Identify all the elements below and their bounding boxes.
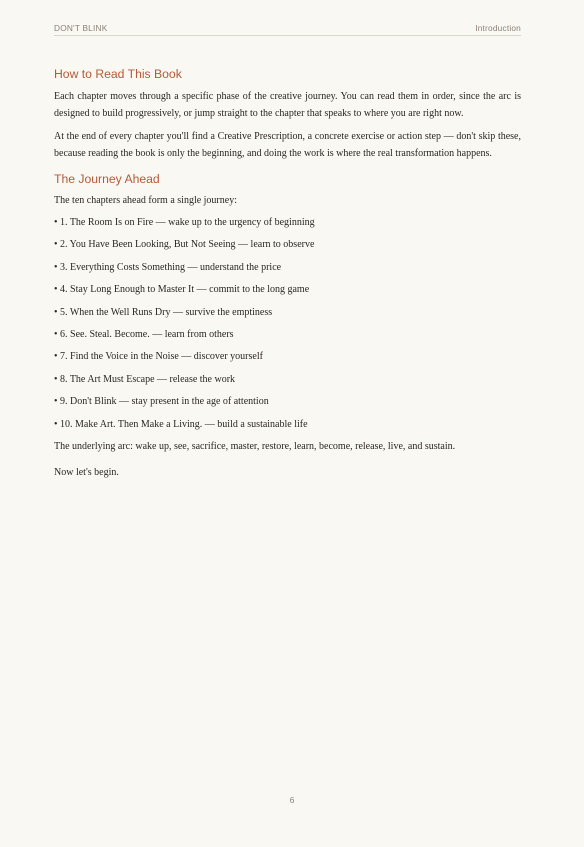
chapter-list-item: • 1. The Room Is on Fire — wake up to the urgency of beginning — [54, 217, 315, 228]
chapter-list-item: • 9. Don't Blink — stay present in the age of attention — [54, 396, 269, 408]
book-title: DON'T BLINK — [54, 23, 108, 33]
chapter-list-item: • 4. Stay Long Enough to Master It — commit to the long game — [54, 284, 310, 296]
underlying-arc: The underlying arc: wake up, see, sacrifice, master, restore, learn, become, release, live, and sustain. — [54, 440, 456, 452]
chapter-list-item: • 5. When the Well Runs Dry — survive the emptiness — [54, 306, 273, 318]
chapter-list-item: • 2. You Have Been Looking, But Not Seeing — learn to observe — [54, 239, 315, 251]
chapter-list-item: • 3. Everything Costs Something — understand the price — [54, 261, 282, 273]
how-to-read-paragraph-1: Each chapter moves through a specific phase of the creative journey. You can read them in order, since the arc is designed to build progressively, or jump straight to the chapter that speaks to where you are right now. — [54, 91, 521, 119]
how-to-read-heading: How to Read This Book — [54, 67, 182, 81]
chapter-list-item: • 8. The Art Must Escape — release the work — [54, 373, 236, 385]
journey-heading: The Journey Ahead — [54, 172, 160, 186]
section-title: Introduction — [475, 23, 521, 33]
chapter-list-item: • 7. Find the Voice in the Noise — discover yourself — [54, 351, 263, 363]
chapter-list-item: • 6. See. Steal. Become. — learn from others — [54, 328, 234, 340]
journey-intro: The ten chapters ahead form a single journey: — [54, 195, 237, 206]
closing-line: Now let's begin. — [54, 466, 119, 478]
how-to-read-paragraph-2: At the end of every chapter you'll find a Creative Prescription, a concrete exercise or action step — don't skip these, because reading the book is only the beginning, and doing the work is where the real transformation happens. — [54, 131, 521, 159]
chapter-list — [54, 214, 521, 433]
page-number: 6 — [289, 795, 295, 805]
chapter-list-item: • 10. Make Art. Then Make a Living. — build a sustainable life — [54, 418, 308, 430]
page-content — [54, 64, 521, 481]
running-header — [54, 21, 521, 36]
